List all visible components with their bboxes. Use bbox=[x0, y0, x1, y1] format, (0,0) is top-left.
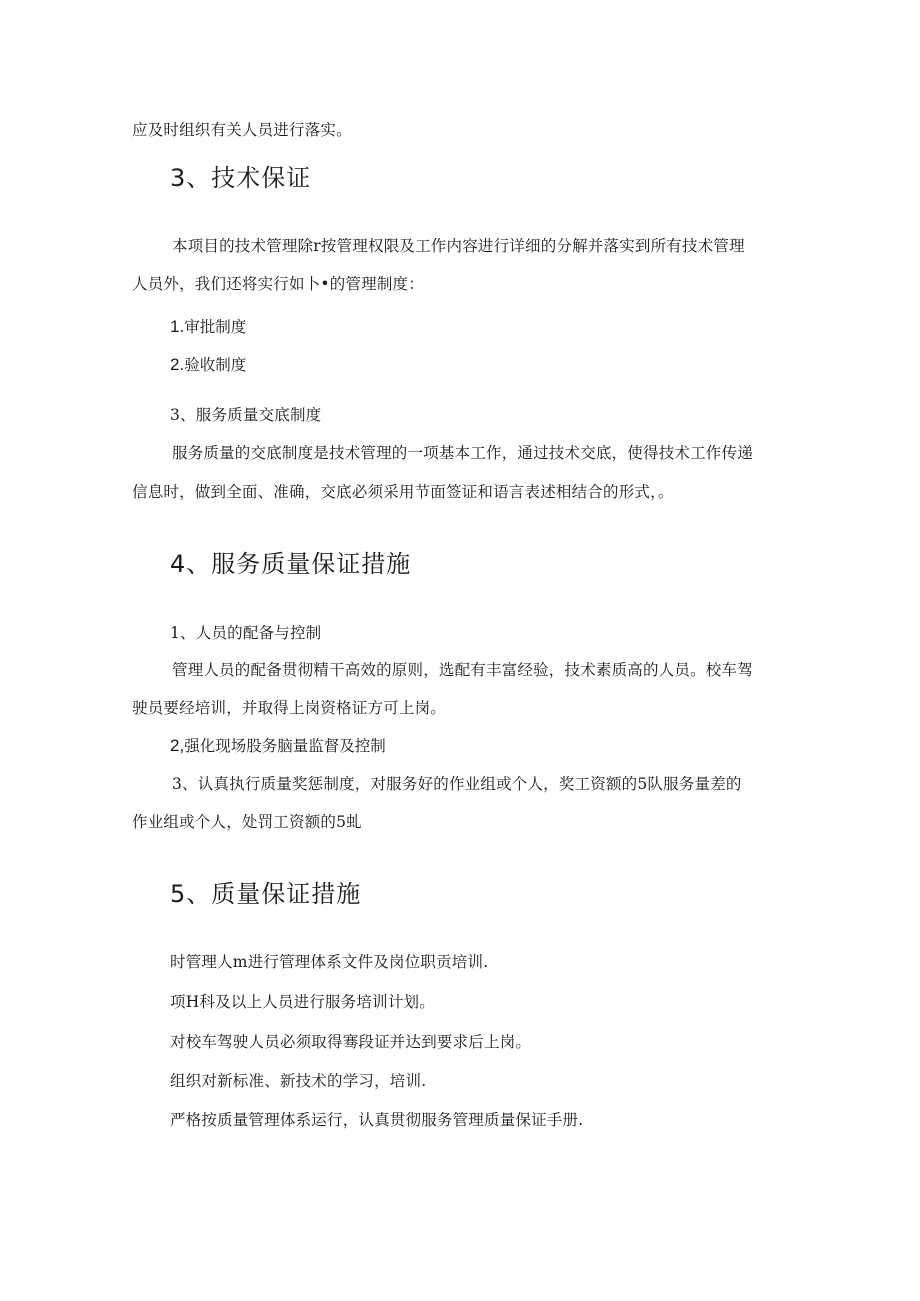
list-item-number: 2, bbox=[170, 736, 185, 755]
subsection-heading: 1、人员的配备与控制 bbox=[170, 624, 322, 642]
paragraph-line: 信息时，做到全面、准确，交底必须采用节面签证和语言表述相结合的形式，。 bbox=[132, 483, 674, 501]
list-item-text: 审批制度 bbox=[184, 318, 247, 336]
list-item: 严格按质量管理体系运行，认真贯彻服务管理质量保证手册. bbox=[170, 1111, 584, 1129]
list-item: 时管理人m进行管理体系文件及岗位职贡培训. bbox=[170, 953, 489, 971]
list-item: 对校车驾驶人员必须取得骞段证并达到要求后上岗。 bbox=[170, 1033, 532, 1051]
list-item bbox=[170, 353, 246, 375]
list-item-number: 1. bbox=[170, 317, 185, 336]
paragraph-line: 服务质量的交底制度是技术管理的一项基本工作，通过技术交底，使得技术工作传递 bbox=[172, 444, 753, 462]
subsection-heading bbox=[170, 734, 386, 756]
list-item: 组织对新标准、新技术的学习，培训. bbox=[170, 1072, 427, 1090]
section-heading: 3、技术保证 bbox=[170, 164, 312, 192]
paragraph-line: 应及时组织有关人员进行落实。 bbox=[132, 121, 352, 139]
list-item: 项H科及以上人员进行服务培训计划。 bbox=[170, 993, 435, 1011]
paragraph-line: 作业组或个人，处罚工资额的5虬 bbox=[132, 813, 362, 831]
list-item-text: 强化现场股务脑量监督及控制 bbox=[184, 737, 386, 755]
section-heading: 5、质量保证措施 bbox=[170, 880, 362, 908]
paragraph-line: 管理人员的配备贯彻精干高效的原则，选配有丰富经验，技术素质高的人员。校车驾 bbox=[172, 661, 753, 679]
list-item-text: 验收制度 bbox=[184, 356, 247, 374]
paragraph-line: 驶员要经培训，并取得上岗资格证方可上岗。 bbox=[132, 699, 447, 717]
list-item-number: 2. bbox=[170, 355, 185, 374]
paragraph-line: 本项目的技术管理除r按管理权限及工作内容进行详细的分解并落实到所有技术管理 bbox=[172, 237, 745, 255]
subsection-heading: 3、服务质量交底制度 bbox=[170, 406, 322, 424]
subsection-heading: 3、认真执行质量奖惩制度，对服务好的作业组或个人，奖工资额的5队服务量差的 bbox=[172, 775, 742, 793]
paragraph-line: 人员外，我们还将实行如卜•的管理制度： bbox=[132, 275, 424, 293]
list-item bbox=[170, 315, 246, 337]
section-heading: 4、服务质量保证措施 bbox=[170, 550, 412, 578]
